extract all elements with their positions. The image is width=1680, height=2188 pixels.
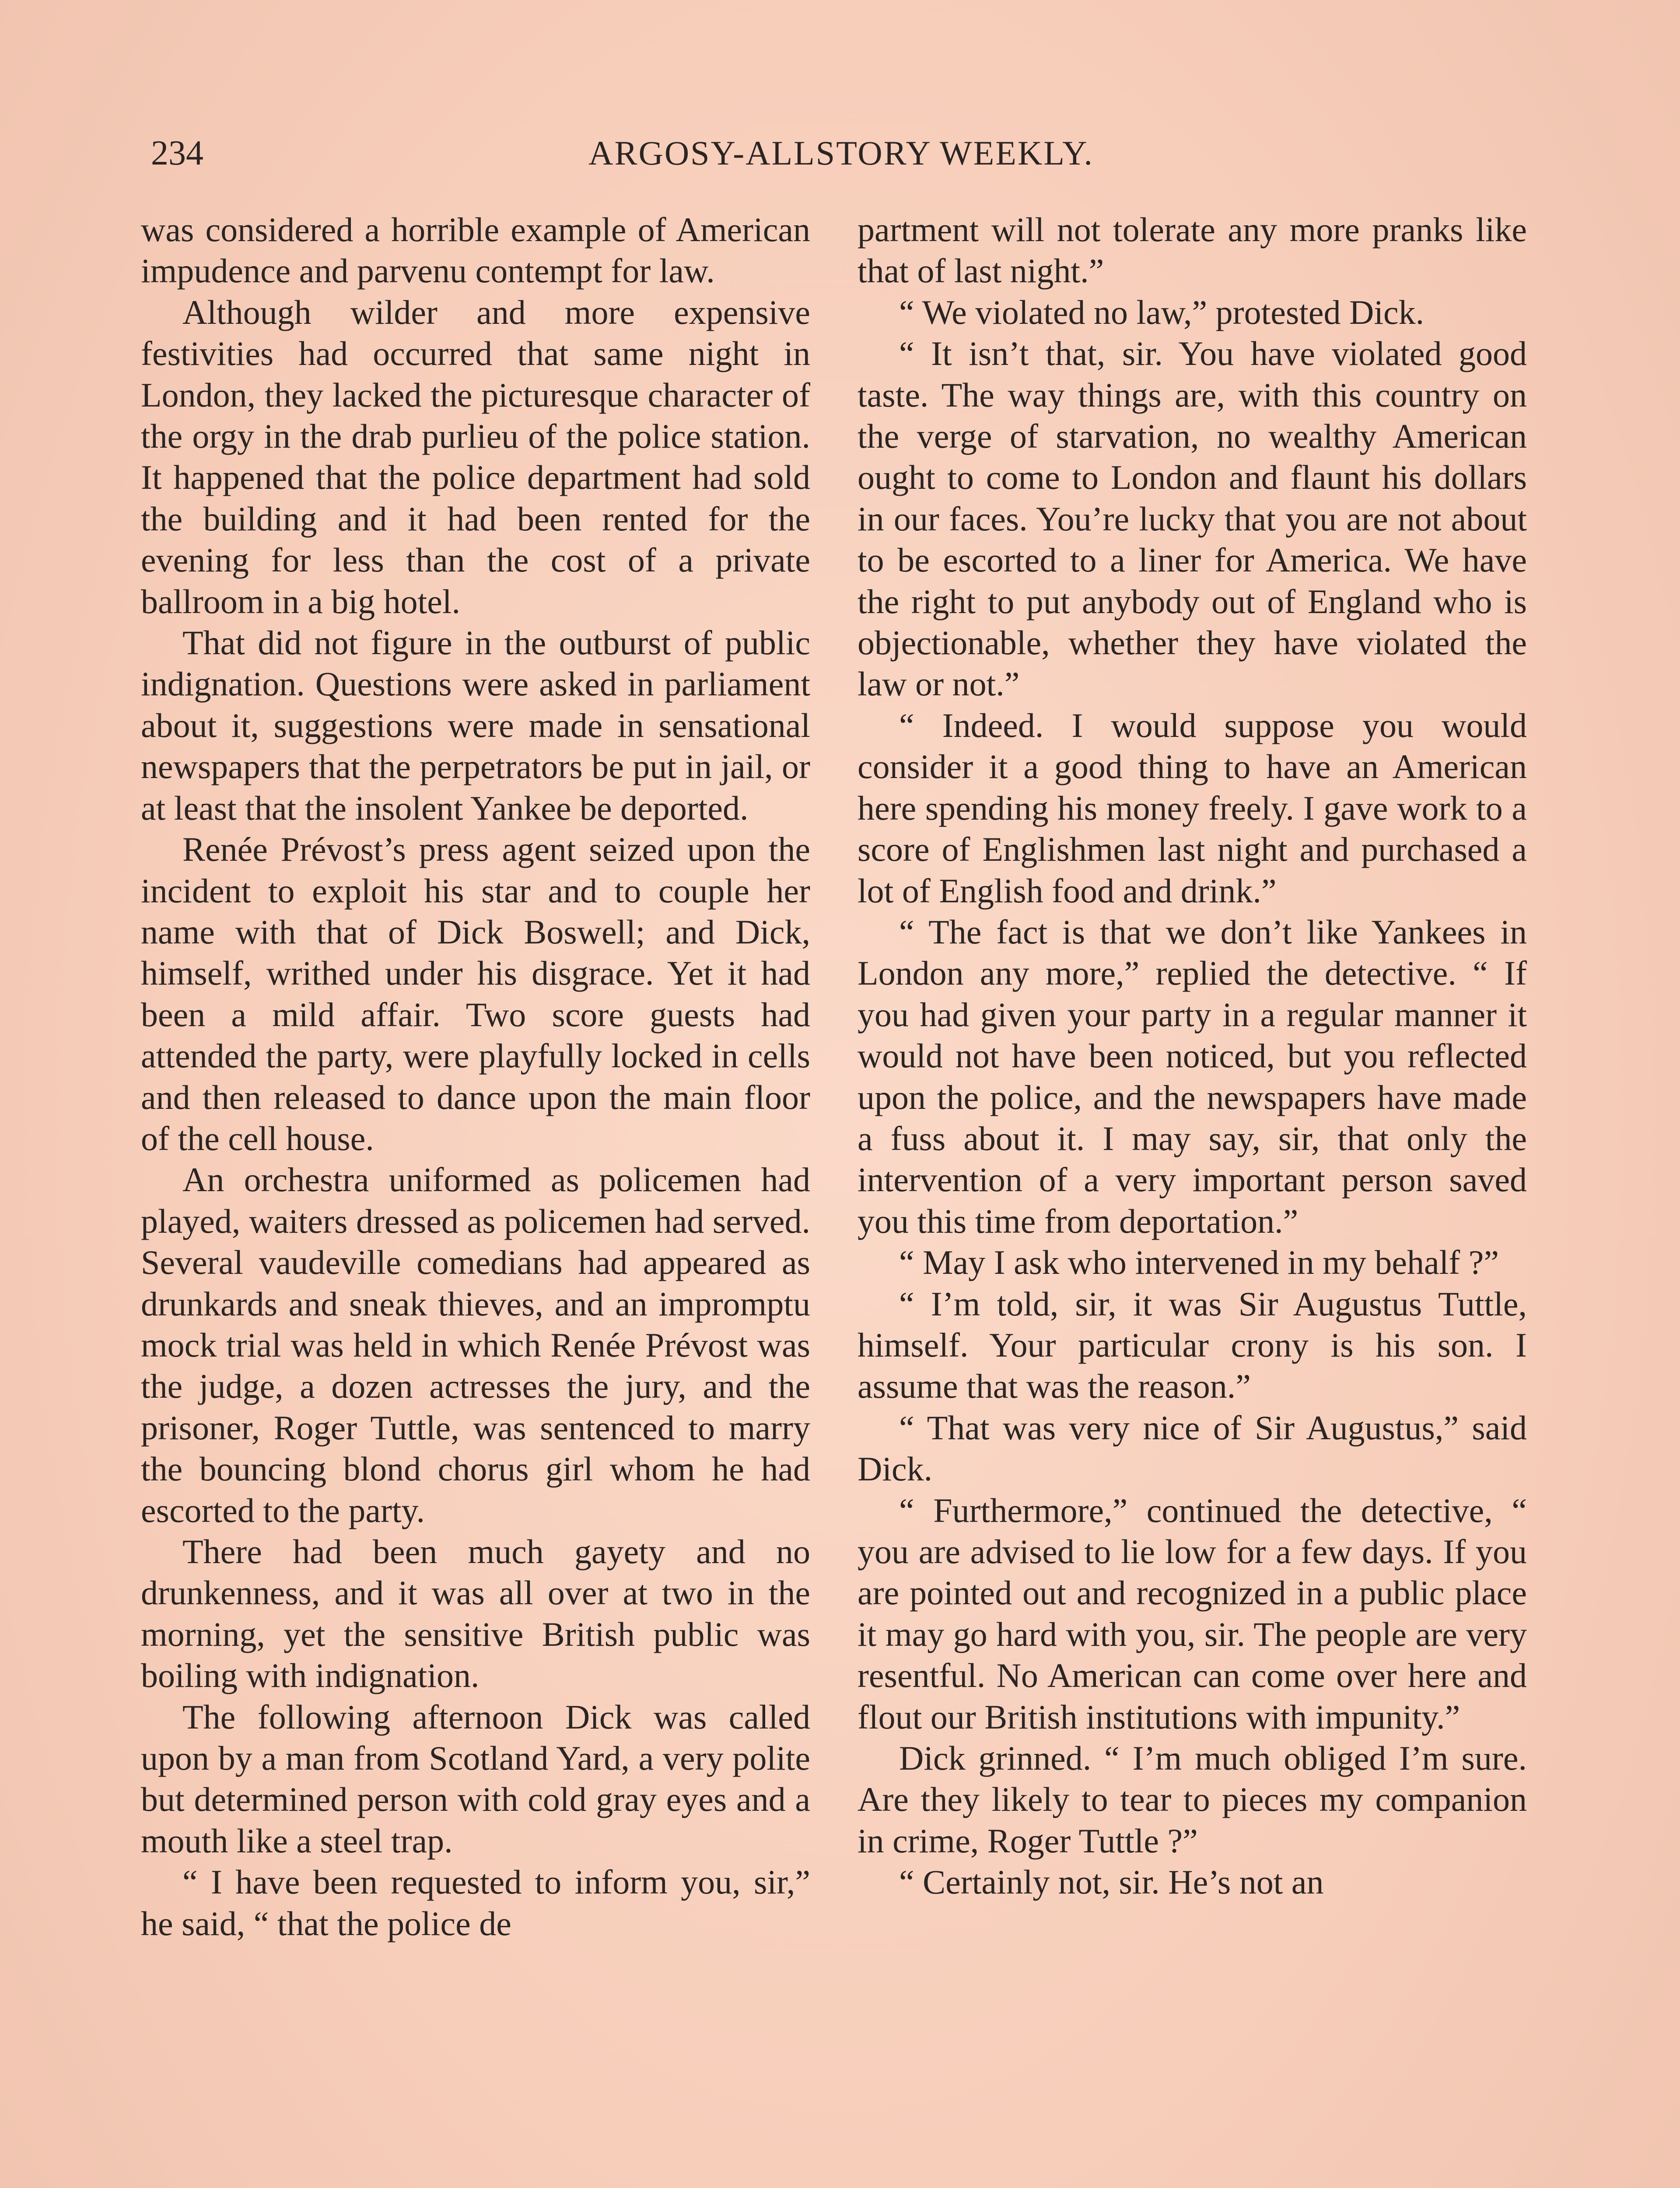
paragraph: There had been much gayety and no drunkenness, and it was all over at two in the morning, yet the sensitive British public was boiling with indignation. bbox=[141, 1532, 810, 1695]
paragraph: Renée Prévost’s press agent seized upon the incident to exploit his star and to couple her name with that of Dick Boswell; and Dick, himself, writhed under his disgrace. Yet it had been a mild affair. Two score guests had attended the party, were playfully locked in cells and then released to dance upon the main floor of the cell house. bbox=[141, 830, 810, 1157]
paragraph: “ Indeed. I would suppose you would consider it a good thing to have an American here spending his money freely. I gave work to a score of Englishmen last night and purchased a lot of English food and drink.” bbox=[858, 706, 1527, 910]
paragraph: Dick grinned. “ I’m much obliged I’m sure. Are they likely to tear to pieces my companion in crime, Roger Tuttle ?” bbox=[858, 1739, 1527, 1860]
paragraph: “ The fact is that we don’t like Yankees in London any more,” replied the detective. “ If you had given your party in a regular manner it would not have been noticed, but you reflected upon the police, and the newspapers have made a fuss about it. I may say, sir, that only the intervention of a very important person saved you this time from deportation.” bbox=[858, 912, 1527, 1240]
paragraph: The following afternoon Dick was called upon by a man from Scotland Yard, a very polite but determined person with cold gray eyes and a mouth like a steel trap. bbox=[141, 1697, 810, 1860]
paragraph: “ That was very nice of Sir Augustus,” said Dick. bbox=[858, 1408, 1527, 1488]
page-header bbox=[151, 129, 1531, 182]
paragraph: “ I’m told, sir, it was Sir Augustus Tuttle, himself. Your particular crony is his son. I assume that was the reason.” bbox=[858, 1284, 1527, 1406]
right-column bbox=[858, 209, 1527, 1903]
paragraph: was considered a horrible example of American impudence and parvenu contempt for law. bbox=[141, 210, 810, 290]
paragraph: That did not figure in the outburst of public indignation. Questions were asked in parliament about it, suggestions were made in sensational newspapers that the perpetrators be put in jail, or at least that the insolent Yankee be deported. bbox=[141, 624, 810, 827]
paragraph: “ May I ask who intervened in my behalf ?” bbox=[899, 1243, 1499, 1282]
page-number: 234 bbox=[151, 134, 203, 172]
paragraph: “ Furthermore,” continued the detective, “ you are advised to lie low for a few days. If you are pointed out and recognized in a public place it may go hard with you, sir. The people are very resentful. No American can come over here and flout our British institutions with impunity.” bbox=[858, 1491, 1527, 1736]
running-head: ARGOSY-ALLSTORY WEEKLY. bbox=[588, 134, 1094, 172]
paragraph: partment will not tolerate any more pranks like that of last night.” bbox=[858, 210, 1527, 290]
paragraph: “ We violated no law,” protested Dick. bbox=[899, 293, 1424, 331]
paragraph: An orchestra uniformed as policemen had played, waiters dressed as policemen had served. Several vaudeville comedians had appeared as drunkards and sneak thieves, and an impromptu mock trial was held in which Renée Prévost was the judge, a dozen actresses the jury, and the prisoner, Roger Tuttle, was sentenced to marry the bouncing blond chorus girl whom he had escorted to the party. bbox=[141, 1161, 810, 1529]
paragraph: “ It isn’t that, sir. You have violated good taste. The way things are, with this country on the verge of starvation, no wealthy American ought to come to London and flaunt his dollars in our faces. You’re lucky that you are not about to be escorted to a liner for America. We have the right to put anybody out of England who is objectionable, whether they have violated the law or not.” bbox=[858, 334, 1527, 703]
paragraph: “ I have been requested to inform you, sir,” he said, “ that the police de bbox=[141, 1863, 810, 1943]
paragraph: Although wilder and more expensive festivities had occurred that same night in London, they lacked the picturesque character of the orgy in the drab purlieu of the police station. It happened that the police department had sold the building and it had been rented for the evening for less than the cost of a private ballroom in a big hotel. bbox=[141, 293, 810, 621]
left-column bbox=[141, 209, 810, 1944]
paragraph: “ Certainly not, sir. He’s not an bbox=[899, 1863, 1324, 1901]
